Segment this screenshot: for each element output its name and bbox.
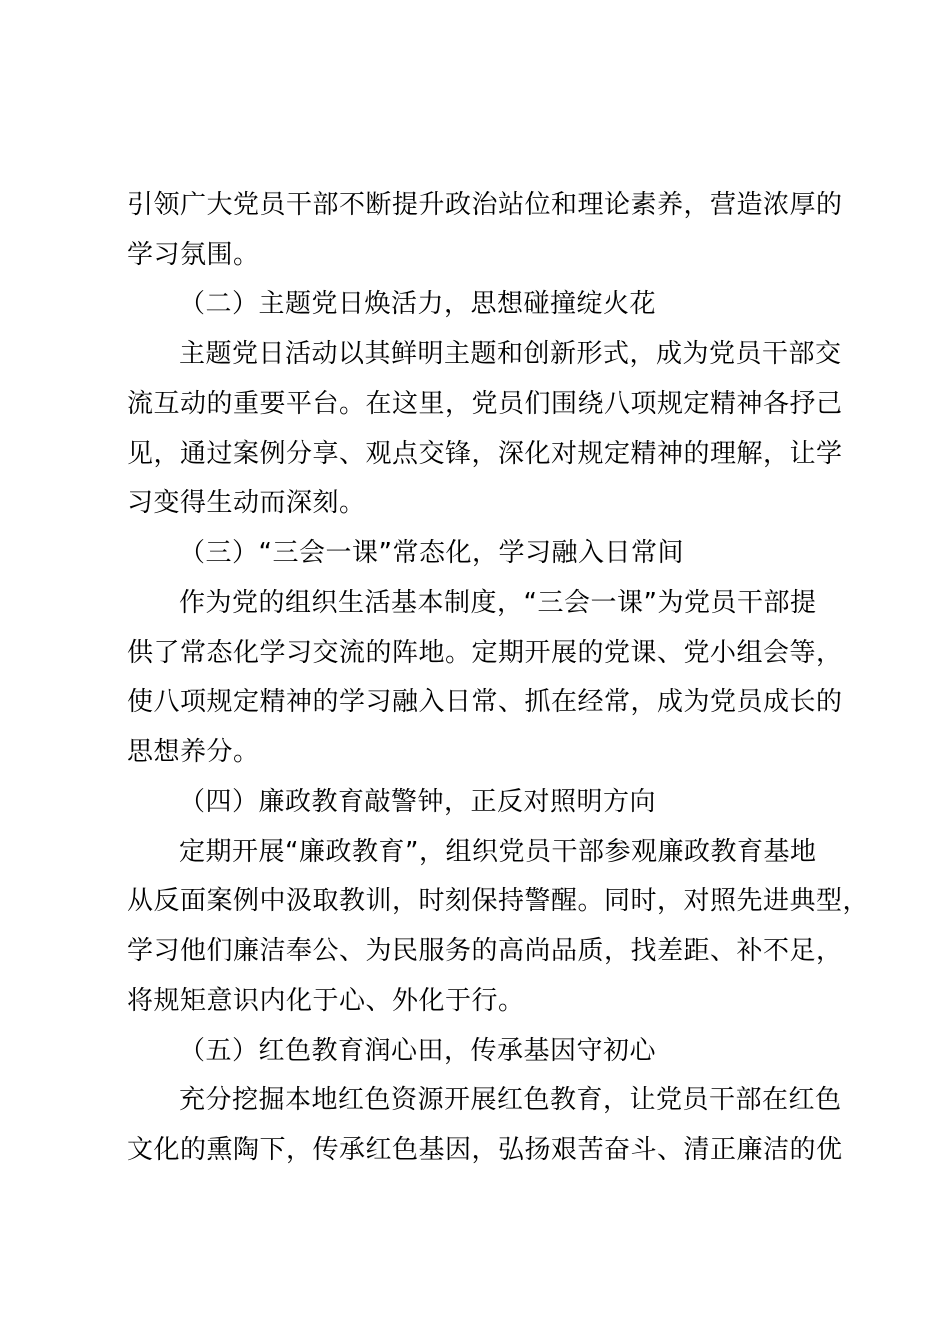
text-line: 文化的熏陶下，传承红色基因，弘扬艰苦奋斗、清正廉洁的优 [127,1135,843,1165]
text-line: 作为党的组织生活基本制度，“三会一课”为党员干部提 [179,588,817,618]
section-heading-5: （五）红色教育润心田，传承基因守初心 [179,1036,657,1066]
text-line: 充分挖掘本地红色资源开展红色教育，让党员干部在红色 [179,1085,842,1115]
text-line: 流互动的重要平台。在这里，党员们围绕八项规定精神各抒己 [127,389,843,419]
text-line: 使八项规定精神的学习融入日常、抓在经常，成为党员成长的 [127,687,843,717]
text-line: 定期开展“廉政教育”，组织党员干部参观廉政教育基地 [179,837,817,867]
text-line: 引领广大党员干部不断提升政治站位和理论素养，营造浓厚的 [127,190,843,220]
section-heading-2: （二）主题党日焕活力，思想碰撞绽火花 [179,289,657,319]
text-line: 将规矩意识内化于心、外化于行。 [127,986,525,1016]
text-line: 习变得生动而深刻。 [127,488,366,518]
text-line: 从反面案例中汲取教训，时刻保持警醒。同时，对照先进典型， [127,886,870,916]
section-heading-3: （三）“三会一课”常态化，学习融入日常间 [179,538,684,568]
text-line: 供了常态化学习交流的阵地。定期开展的党课、党小组会等， [127,638,843,668]
text-line: 见，通过案例分享、观点交锋，深化对规定精神的理解，让学 [127,439,843,469]
text-line: 学习他们廉洁奉公、为民服务的高尚品质，找差距、补不足， [127,936,843,966]
text-line: 思想养分。 [127,737,260,767]
section-heading-4: （四）廉政教育敲警钟，正反对照明方向 [179,787,657,817]
text-line: 学习氛围。 [127,240,260,270]
text-line: 主题党日活动以其鲜明主题和创新形式，成为党员干部交 [179,339,842,369]
